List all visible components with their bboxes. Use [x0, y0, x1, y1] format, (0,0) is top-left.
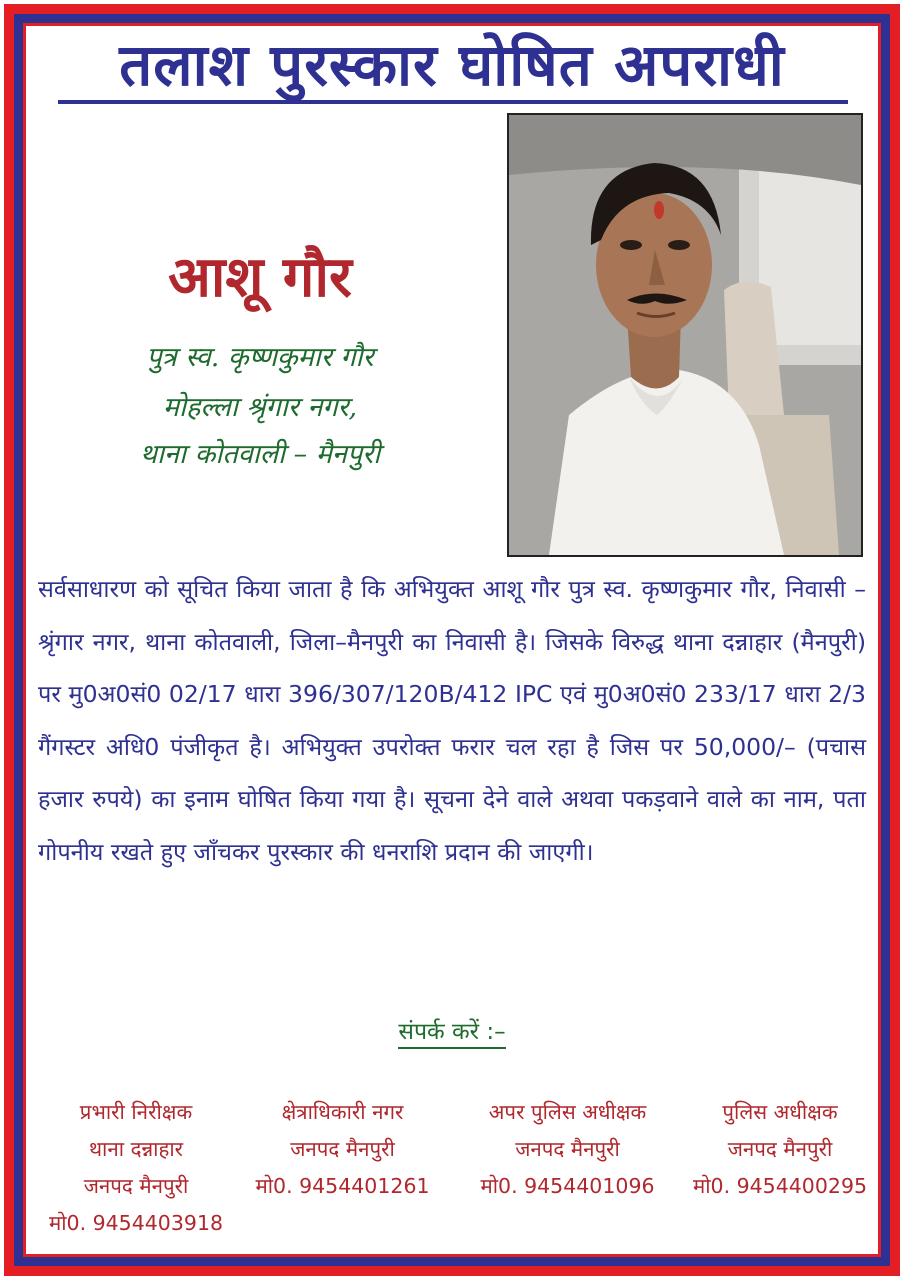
contact-title: अपर पुलिस अधीक्षक	[488, 1100, 647, 1124]
contact-district: जनपद मैनपुरी	[83, 1174, 189, 1198]
contact-district: जनपद मैनपुरी	[727, 1137, 833, 1161]
address-line-police-station: थाना कोतवाली – मैनपुरी	[139, 439, 381, 470]
poster-title: तलाश पुरस्कार घोषित अपराधी	[119, 31, 785, 99]
contact-mobile: मो0. 9454403918	[48, 1211, 224, 1235]
contact-district: जनपद मैनपुरी	[515, 1137, 620, 1161]
contact-additional-sp	[455, 1094, 680, 1205]
contact-heading	[300, 1012, 604, 1052]
contact-title: प्रभारी निरीक्षक	[79, 1100, 193, 1124]
contact-inspector	[36, 1094, 236, 1242]
accused-name: आशू गौर	[168, 245, 352, 310]
notice-paragraph: सर्वसाधारण को सूचित किया जाता है कि अभियुक्त आशू गौर पुत्र स्व. कृष्णकुमार गौर, निवासी – श्रृंगार नगर, थाना कोतवाली, जिला–मैनपुरी का निवासी है। जिसके विरुद्ध थाना दन्नाहार (मैनपुरी) पर मु0अ0सं0 02/17 धारा 396/307/120B/412 IPC एवं मु0अ0सं0 233/17 धारा 2/3 गैंगस्टर अधि0 पंजीकृत है। अभियुक्त उपरोक्त फरार चल रहा है जिस पर 50,000/– (पचास हजार रुपये) का इनाम घोषित किया गया है। सूचना देने वाले अथवा पकड़वाने वाले का नाम, पता गोपनीय रखते हुए जाँचकर पुरस्कार की धनराशि प्रदान की जाएगी।	[38, 575, 866, 866]
contact-title: क्षेत्राधिकारी नगर	[281, 1100, 404, 1124]
contact-heading-text: संपर्क करें :–	[398, 1019, 505, 1049]
contact-sp	[680, 1094, 880, 1205]
contact-title: पुलिस अधीक्षक	[722, 1100, 838, 1124]
address-line-father: पुत्र स्व. कृष्णकुमार गौर	[146, 342, 374, 373]
contact-mobile: मो0. 9454401261	[255, 1174, 430, 1198]
address-line-locality: मोहल्ला श्रृंगार नगर,	[162, 392, 358, 423]
accused-photo	[507, 113, 863, 557]
contact-station: थाना दन्नाहार	[88, 1137, 184, 1161]
title-underline	[58, 100, 848, 104]
contact-district: जनपद मैनपुरी	[290, 1137, 395, 1161]
contact-mobile: मो0. 9454401096	[480, 1174, 655, 1198]
contact-mobile: मो0. 9454400295	[692, 1174, 868, 1198]
contact-circle-officer	[240, 1094, 445, 1205]
